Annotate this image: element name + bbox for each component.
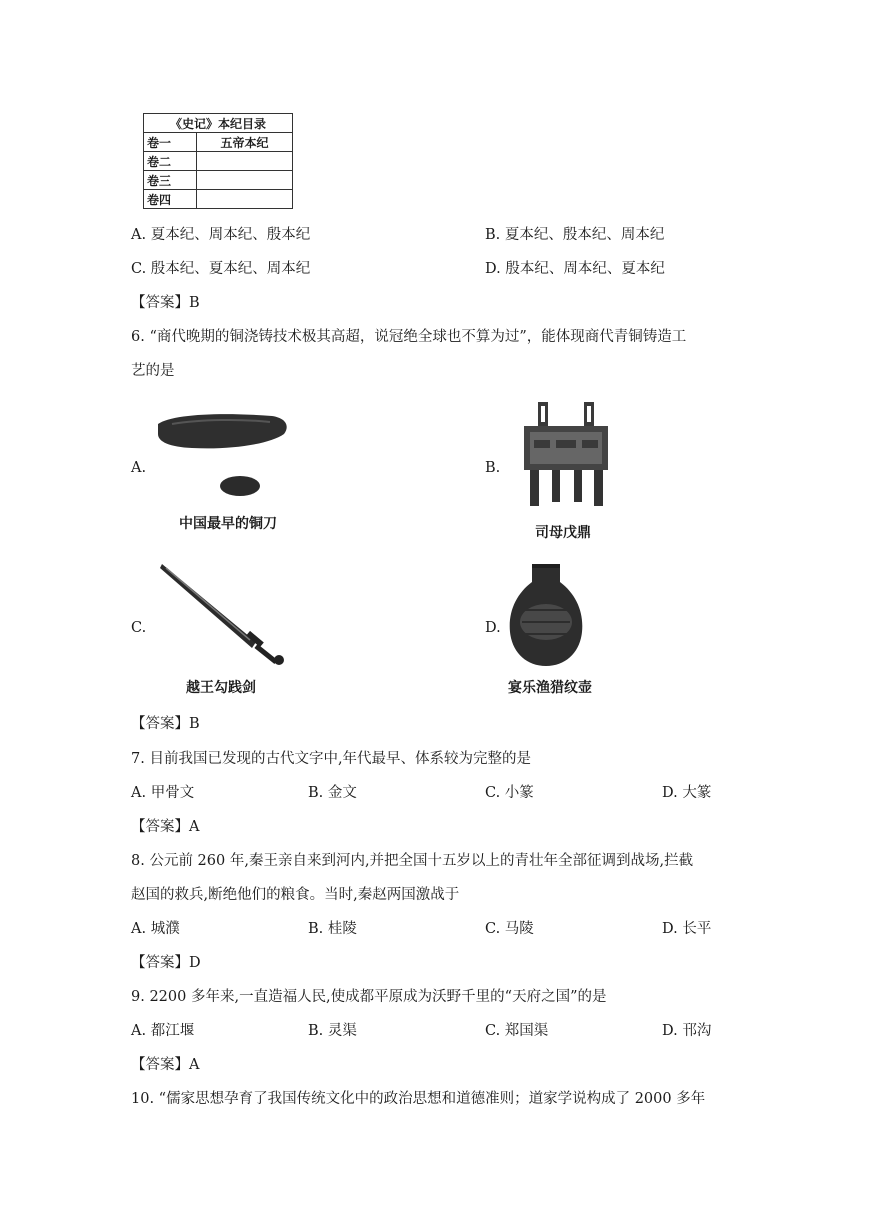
q6-question-line1: 6. “商代晚期的铜浇铸技术极其高超，说冠绝全球也不算为过”，能体现商代青铜铸造工 xyxy=(131,329,687,345)
goujian-sword-image xyxy=(158,562,288,670)
q9-question: 9. 2200 多年来,一直造福人民,使成都平原成为沃野千里的“天府之国”的是 xyxy=(131,989,607,1005)
q7-option-c: C. 小篆 xyxy=(485,785,534,801)
q6-question-line2: 艺的是 xyxy=(131,363,175,379)
q7-option-a: A. 甲骨文 xyxy=(131,785,195,801)
q7-option-d: D. 大篆 xyxy=(662,785,712,801)
q8-option-d: D. 长平 xyxy=(662,921,712,937)
table-row xyxy=(144,190,293,209)
q5-answer: 【答案】B xyxy=(131,295,200,311)
table-cell: 卷一 xyxy=(144,133,197,152)
q7-answer: 【答案】A xyxy=(131,819,200,835)
caption-goujian-sword: 越王勾践剑 xyxy=(186,680,256,696)
q8-question-line2: 赵国的救兵,断绝他们的粮食。当时,秦赵两国激战于 xyxy=(131,887,460,903)
q7-question: 7. 目前我国已发现的古代文字中,年代最早、体系较为完整的是 xyxy=(131,751,532,767)
q8-answer: 【答案】D xyxy=(131,955,201,971)
banquet-pot-image xyxy=(506,562,586,668)
table-cell xyxy=(197,152,293,171)
q9-answer: 【答案】A xyxy=(131,1057,200,1073)
q9-option-a: A. 都江堰 xyxy=(131,1023,195,1039)
q9-option-c: C. 郑国渠 xyxy=(485,1023,549,1039)
q8-option-c: C. 马陵 xyxy=(485,921,534,937)
caption-simuwu-ding: 司母戊鼎 xyxy=(535,525,591,541)
q7-option-b: B. 金文 xyxy=(308,785,357,801)
copper-knife-image xyxy=(152,410,292,502)
q6-option-d-letter: D. xyxy=(485,620,501,636)
q5-option-c: C. 殷本纪、夏本纪、周本纪 xyxy=(131,261,311,277)
q6-answer: 【答案】B xyxy=(131,716,200,732)
shiji-table xyxy=(143,113,293,209)
table-row xyxy=(144,171,293,190)
table-row xyxy=(144,152,293,171)
q8-question-line1: 8. 公元前 260 年,秦王亲自来到河内,并把全国十五岁以上的青壮年全部征调到战场,拦截 xyxy=(131,853,694,869)
q6-option-a-letter: A. xyxy=(131,460,147,476)
table-cell: 五帝本纪 xyxy=(197,133,293,152)
q9-option-d: D. 邗沟 xyxy=(662,1023,712,1039)
q8-option-b: B. 桂陵 xyxy=(308,921,357,937)
table-cell: 卷三 xyxy=(144,171,197,190)
caption-copper-knife: 中国最早的铜刀 xyxy=(179,516,277,532)
table-row xyxy=(144,133,293,152)
table-cell xyxy=(197,171,293,190)
table-title: 《史记》本纪目录 xyxy=(144,114,293,133)
q10-question-line1: 10. “儒家思想孕育了我国传统文化中的政治思想和道德准则；道家学说构成了 2000 多年 xyxy=(131,1091,706,1107)
table-cell xyxy=(197,190,293,209)
caption-banquet-pot: 宴乐渔猎纹壶 xyxy=(508,680,592,696)
table-cell: 卷二 xyxy=(144,152,197,171)
table-cell: 卷四 xyxy=(144,190,197,209)
q5-option-a: A. 夏本纪、周本纪、殷本纪 xyxy=(131,227,311,243)
q9-option-b: B. 灵渠 xyxy=(308,1023,357,1039)
simuwu-ding-image xyxy=(516,400,616,512)
q5-option-d: D. 殷本纪、周本纪、夏本纪 xyxy=(485,261,665,277)
q6-option-c-letter: C. xyxy=(131,620,147,636)
q5-option-b: B. 夏本纪、殷本纪、周本纪 xyxy=(485,227,665,243)
q6-option-b-letter: B. xyxy=(485,460,501,476)
q8-option-a: A. 城濮 xyxy=(131,921,180,937)
